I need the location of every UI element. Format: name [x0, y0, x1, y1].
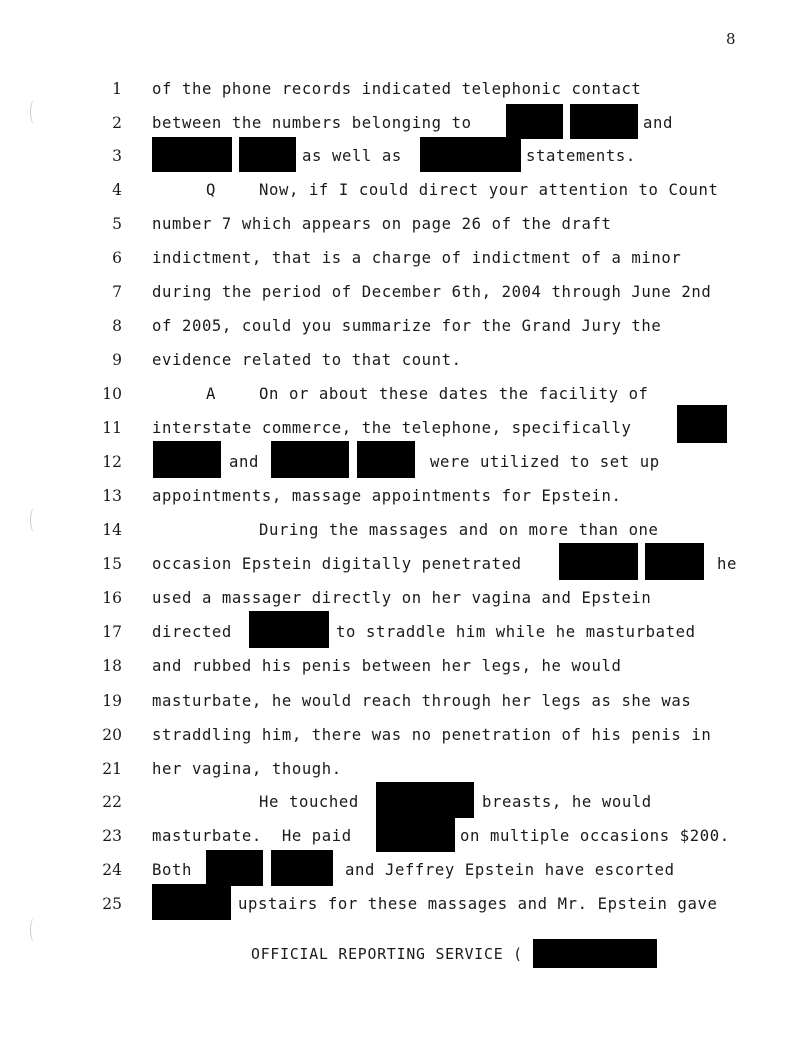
line-text: he [717, 555, 737, 573]
line-number: 15 [102, 555, 122, 573]
line-number: 22 [102, 793, 122, 811]
line-number: 9 [112, 351, 122, 369]
redaction-box [677, 405, 727, 443]
transcript-line [0, 114, 811, 148]
redaction-box [153, 441, 221, 478]
line-text: and Jeffrey Epstein have escorted [345, 861, 675, 879]
line-text: Both [152, 861, 192, 879]
line-text: On or about these dates the facility of [259, 385, 649, 403]
line-number: 23 [102, 827, 122, 845]
redaction-box [533, 939, 657, 968]
transcript-line [0, 283, 811, 317]
transcript-line [0, 895, 811, 929]
line-text: breasts, he would [482, 793, 652, 811]
redaction-box [271, 441, 349, 478]
transcript-line [0, 555, 811, 589]
speaker-marker: Q [206, 181, 216, 199]
line-text: of the phone records indicated telephonic contact [152, 80, 642, 98]
line-text: indictment, that is a charge of indictment of a minor [152, 249, 682, 267]
line-text: occasion Epstein digitally penetrated [152, 555, 522, 573]
redaction-box [506, 104, 563, 139]
redaction-box [420, 137, 521, 172]
transcript-line [0, 623, 811, 657]
line-text: appointments, massage appointments for Epstein. [152, 487, 622, 505]
transcript-line [0, 317, 811, 351]
line-number: 6 [112, 249, 122, 267]
redaction-box [357, 441, 415, 478]
line-text: her vagina, though. [152, 760, 342, 778]
line-text: and [229, 453, 259, 471]
line-number: 12 [102, 453, 122, 471]
line-number: 14 [102, 521, 122, 539]
line-number: 8 [112, 317, 122, 335]
redaction-box [376, 782, 474, 818]
line-number: 19 [102, 692, 122, 710]
line-text: and rubbed his penis between her legs, he would [152, 657, 622, 675]
transcript-line [0, 249, 811, 283]
line-number: 16 [102, 589, 122, 607]
page-number: 8 [726, 30, 736, 48]
redaction-box [376, 816, 455, 852]
line-number: 3 [112, 147, 122, 165]
line-number: 21 [102, 760, 122, 778]
redaction-box [271, 850, 333, 886]
footer-reporting-service: OFFICIAL REPORTING SERVICE ( [251, 946, 523, 963]
transcript-line [0, 147, 811, 181]
redaction-box [559, 543, 638, 580]
line-number: 4 [112, 181, 122, 199]
redaction-box [152, 137, 232, 172]
line-text: interstate commerce, the telephone, specifically [152, 419, 632, 437]
line-text: and [643, 114, 673, 132]
transcript-line [0, 589, 811, 623]
transcript-line [0, 726, 811, 760]
line-text: as well as [302, 147, 402, 165]
redaction-box [249, 611, 329, 648]
redaction-box [152, 884, 231, 920]
line-text: Now, if I could direct your attention to Count [259, 181, 719, 199]
transcript-line [0, 861, 811, 895]
line-text: During the massages and on more than one [259, 521, 659, 539]
line-number: 2 [112, 114, 122, 132]
line-number: 17 [102, 623, 122, 641]
transcript-line [0, 351, 811, 385]
transcript-line [0, 692, 811, 726]
line-number: 7 [112, 283, 122, 301]
line-text: were utilized to set up [430, 453, 660, 471]
transcript-line [0, 215, 811, 249]
line-text: during the period of December 6th, 2004 through June 2nd [152, 283, 712, 301]
transcript-line [0, 181, 811, 215]
line-number: 18 [102, 657, 122, 675]
line-text: masturbate. He paid [152, 827, 352, 845]
line-text: directed [152, 623, 232, 641]
redaction-box [645, 543, 704, 580]
line-text: upstairs for these massages and Mr. Epstein gave [238, 895, 718, 913]
speaker-marker: A [206, 385, 216, 403]
line-number: 10 [102, 385, 122, 403]
transcript-line [0, 827, 811, 861]
transcript-line [0, 657, 811, 691]
line-text: He touched [259, 793, 359, 811]
line-text: masturbate, he would reach through her legs as she was [152, 692, 692, 710]
line-number: 1 [112, 80, 122, 98]
line-number: 20 [102, 726, 122, 744]
line-number: 25 [102, 895, 122, 913]
line-number: 11 [102, 419, 122, 437]
redaction-box [239, 137, 296, 172]
transcript-line [0, 487, 811, 521]
redaction-box [206, 850, 263, 886]
line-text: on multiple occasions $200. [460, 827, 730, 845]
line-text: evidence related to that count. [152, 351, 462, 369]
line-text: number 7 which appears on page 26 of the draft [152, 215, 612, 233]
transcript-line [0, 453, 811, 487]
line-text: to straddle him while he masturbated [336, 623, 696, 641]
redaction-box [570, 104, 638, 139]
line-number: 5 [112, 215, 122, 233]
line-number: 13 [102, 487, 122, 505]
line-text: used a massager directly on her vagina and Epstein [152, 589, 652, 607]
transcript-line [0, 80, 811, 114]
line-text: of 2005, could you summarize for the Grand Jury the [152, 317, 662, 335]
line-text: between the numbers belonging to [152, 114, 472, 132]
line-number: 24 [102, 861, 122, 879]
line-text: statements. [526, 147, 636, 165]
line-text: straddling him, there was no penetration of his penis in [152, 726, 712, 744]
